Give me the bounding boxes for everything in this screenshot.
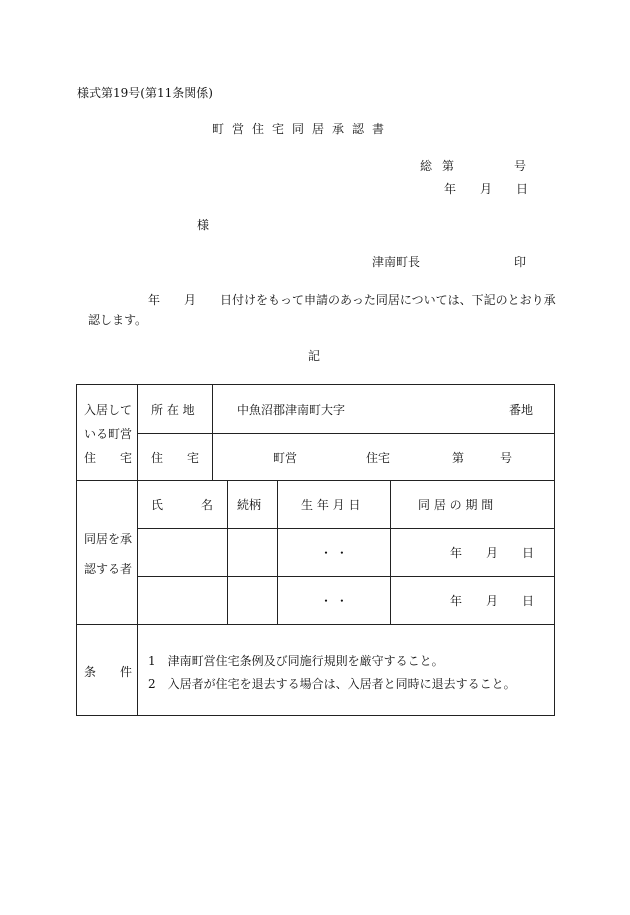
col-name-a: 氏 xyxy=(151,498,164,512)
table-line xyxy=(277,480,278,624)
table-line xyxy=(212,384,213,480)
ref-prefix: 総 xyxy=(420,159,433,173)
row2-year: 年 xyxy=(450,594,463,608)
housing-name: 住宅 xyxy=(366,451,391,465)
row1-birth-dots: ・ ・ xyxy=(320,546,348,560)
date-year: 年 xyxy=(444,182,457,196)
row1-month: 月 xyxy=(486,546,499,560)
approved-label-line1: 同居を承 xyxy=(84,532,133,546)
col-relation: 続柄 xyxy=(237,498,262,512)
housing-gou: 号 xyxy=(500,451,513,465)
housing-label-a: 住 xyxy=(151,451,164,465)
table-line xyxy=(227,480,228,624)
addressee-honorific: 様 xyxy=(197,218,210,232)
condition-item-1: 1 津南町営住宅条例及び同施行規則を厳守すること。 xyxy=(148,654,444,668)
row2-day: 日 xyxy=(522,594,535,608)
table-line xyxy=(137,528,555,529)
table-line xyxy=(76,480,555,481)
issuer-name: 津南町長 xyxy=(372,255,421,269)
ref-gou: 号 xyxy=(514,159,527,173)
resident-label-line3a: 住 xyxy=(84,451,97,465)
document-title: 町営住宅同居承認書 xyxy=(212,122,393,136)
conditions-label-a: 条 xyxy=(84,665,97,679)
ki-heading: 記 xyxy=(308,349,321,363)
resident-label-line3b: 宅 xyxy=(120,451,133,465)
housing-town: 町営 xyxy=(273,451,298,465)
form-number: 様式第19号(第11条関係) xyxy=(77,86,213,100)
row1-year: 年 xyxy=(450,546,463,560)
table-line xyxy=(137,433,555,434)
location-label: 所 在 地 xyxy=(151,403,195,417)
location-value: 中魚沼郡津南町大字 xyxy=(237,403,346,417)
date-day: 日 xyxy=(516,182,529,196)
body-year: 年 xyxy=(148,293,161,307)
location-suffix: 番地 xyxy=(509,403,534,417)
col-birth: 生 年 月 日 xyxy=(301,498,361,512)
date-month: 月 xyxy=(480,182,493,196)
table-line xyxy=(137,576,555,577)
resident-label-line2: いる町営 xyxy=(84,427,133,441)
row1-day: 日 xyxy=(522,546,535,560)
body-text-line2: 認します。 xyxy=(88,313,148,327)
housing-dai: 第 xyxy=(452,451,465,465)
seal-mark: 印 xyxy=(514,255,527,269)
row2-birth-dots: ・ ・ xyxy=(320,594,348,608)
table-line xyxy=(76,624,555,625)
resident-label-line1: 入居して xyxy=(84,403,133,417)
col-name-b: 名 xyxy=(201,498,214,512)
body-month: 月 xyxy=(184,293,197,307)
table-line xyxy=(390,480,391,624)
condition-item-2: 2 入居者が住宅を退去する場合は、入居者と同時に退去すること。 xyxy=(148,677,516,691)
col-period: 同 居 の 期 間 xyxy=(418,498,494,512)
conditions-label-b: 件 xyxy=(120,665,133,679)
housing-label-b: 宅 xyxy=(187,451,200,465)
approved-label-line2: 認する者 xyxy=(84,562,133,576)
row2-month: 月 xyxy=(486,594,499,608)
body-text-line1: 日付けをもって申請のあった同居については、下記のとおり承 xyxy=(220,293,556,307)
table-line xyxy=(137,384,138,716)
ref-dai: 第 xyxy=(442,159,455,173)
